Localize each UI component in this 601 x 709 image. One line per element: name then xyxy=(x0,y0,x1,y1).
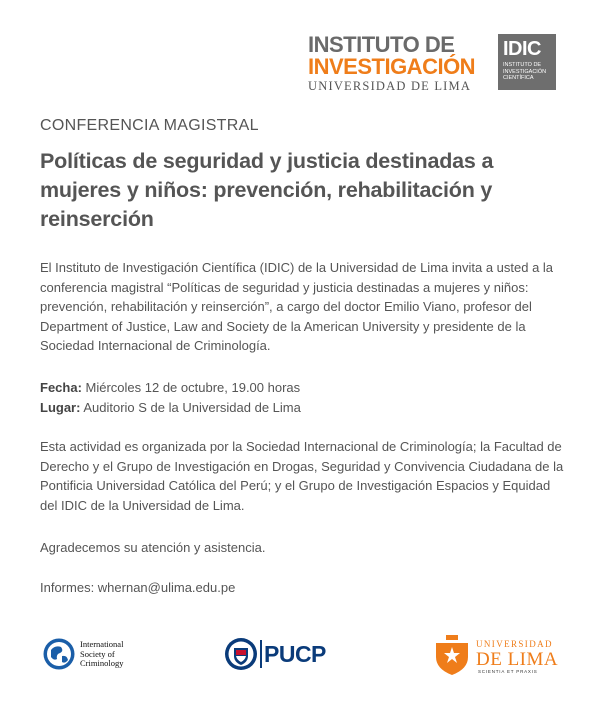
ulima-wordmark-main: DE LIMA xyxy=(476,649,559,670)
idic-sub-line: CIENTÍFICA xyxy=(503,75,534,81)
globe-icon xyxy=(42,637,76,671)
intro-paragraph: El Instituto de Investigación Científica (IDIC) de la Universidad de Lima invita a usted a la conferencia magistral “Políticas de seguridad y justicia destinadas a mujeres y niños: prevención, rehabilitación y reinserción”, a cargo del doctor Emilio Viano, profesor del Department of Justice, Law and Society de la American University y presidente de la Sociedad Internacional de Criminología. xyxy=(40,260,554,354)
pucp-divider xyxy=(260,640,262,668)
date-value: Miércoles 12 de octubre, 19.00 horas xyxy=(81,380,301,395)
isc-line: International xyxy=(80,639,124,649)
isc-line: Society of xyxy=(80,648,115,659)
date-label: Fecha: xyxy=(40,380,82,395)
logo-line-investigacion: INVESTIGACIÓN xyxy=(308,54,476,79)
footer-logos xyxy=(0,625,601,685)
pucp-wordmark: PUCP xyxy=(264,641,326,667)
place-label: Lugar: xyxy=(40,399,81,415)
isc-wordmark xyxy=(80,640,123,669)
organizers-paragraph: Esta actividad es organizada por la Sociedad Internacional de Criminología; la Facultad de Derecho y el Grupo de Investigación en Drogas, Seguridad y Convivencia Ciudadana de la Pontificia Universidad Católica del Perú; y el Grupo de Investigación Espacios y Equidad del IDIC de la Universidad de Lima. xyxy=(40,439,564,513)
ulima-motto: SCIENTIA ET PRAXIS xyxy=(478,669,538,674)
ulima-crest-icon xyxy=(432,633,472,677)
isc-line: Criminology xyxy=(80,658,124,668)
thanks-paragraph: Agradecemos su atención y asistencia. xyxy=(40,540,266,555)
pucp-seal-icon xyxy=(224,637,258,671)
event-details xyxy=(40,378,568,417)
pucp-logo xyxy=(224,637,344,673)
idic-badge xyxy=(498,34,556,90)
logo-line-instituto: INSTITUTO DE xyxy=(308,32,455,57)
ulima-logo xyxy=(432,633,562,677)
idic-badge-subtitle xyxy=(498,59,556,82)
institute-wordmark xyxy=(308,34,493,93)
idic-badge-title: IDIC xyxy=(503,38,541,60)
place-value: Auditorio S de la Universidad de Lima xyxy=(80,399,301,415)
idic-header-logo xyxy=(308,34,558,92)
idic-sub-line: INVESTIGACIÓN xyxy=(503,68,547,75)
section-label: CONFERENCIA MAGISTRAL xyxy=(40,117,259,134)
idic-sub-line: INSTITUTO DE xyxy=(503,62,542,68)
info-label: Informes: xyxy=(40,580,98,595)
isc-logo xyxy=(42,637,152,673)
ulima-wordmark-top: UNIVERSIDAD xyxy=(476,639,553,649)
info-paragraph xyxy=(40,578,568,598)
page-title: Políticas de seguridad y justicia destinadas a mujeres y niños: prevención, rehabilitación y reinserción xyxy=(40,149,494,231)
info-email-link[interactable]: whernan@ulima.edu.pe xyxy=(97,580,236,595)
logo-line-universidad: UNIVERSIDAD DE LIMA xyxy=(308,79,472,93)
